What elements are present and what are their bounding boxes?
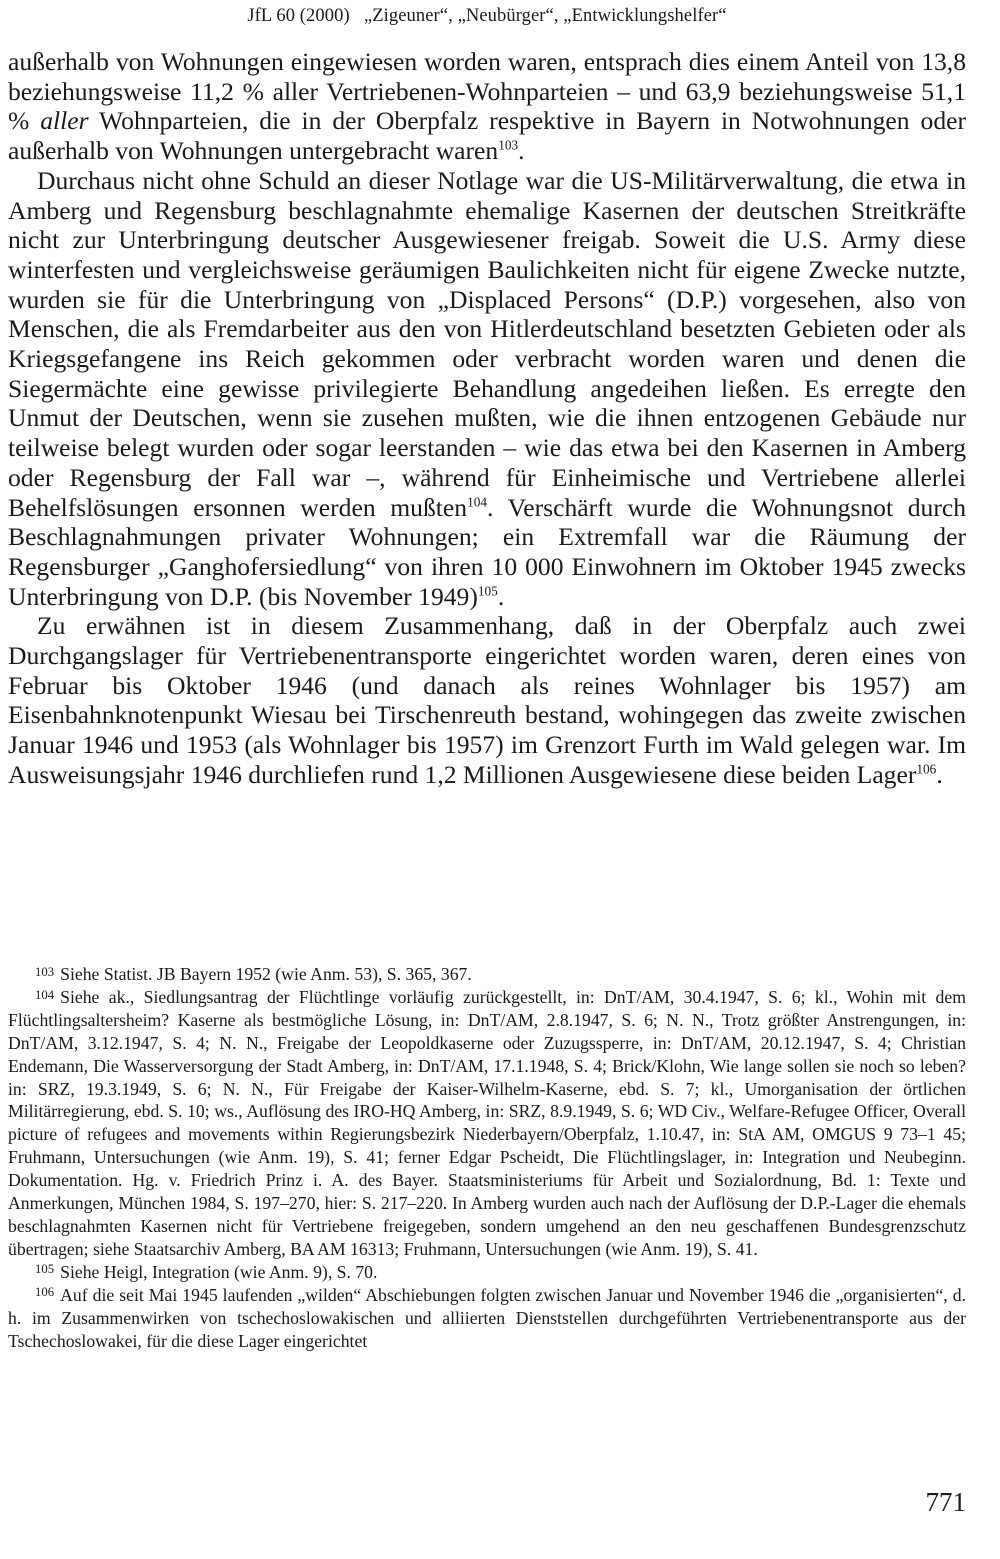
footnote-ref-106[interactable]: 106	[916, 761, 937, 777]
article-title: „Zigeuner“, „Neubürger“, „Entwicklungshelfer“	[363, 6, 727, 26]
main-text	[8, 47, 966, 790]
footnote-number: 105	[35, 1262, 55, 1277]
footnote-number: 103	[35, 964, 55, 979]
paragraph-3: Zu erwähnen ist in diesem Zusammenhang, daß in der Oberpfalz auch zwei Durchgangslager für Vertriebenentransporte eingerichtet worden waren, deren eines von Februar bis Oktober 1946 (und danach als reines Wohnlager bis 1957) am Eisenbahnknotenpunkt Wiesau bei Tirschenreuth bestand, wohingegen das zweite zwischen Januar 1946 und 1953 (als Wohnlager bis 1957) im Grenzort Furth im Wald gelegen war. Im Ausweisungsjahr 1946 durchliefen rund 1,2 Millionen Ausgewiesene diese beiden Lager$^{106}$.	[8, 611, 966, 789]
footnote-number: 104	[35, 987, 55, 1002]
footnote-ref-103[interactable]: 103	[498, 137, 519, 153]
paragraph-2: Durchaus nicht ohne Schuld an dieser Notlage war die US-Militärverwaltung, die etwa in Amberg und Regensburg beschlagnahmte ehemalige Kasernen der deutschen Streitkräfte nicht zur Unterbringung deutscher Ausgewiesener freigab. Soweit die U.S. Army diese winterfesten und vergleichsweise geräumigen Baulichkeiten nicht für eigene Zwecke nutzte, wurden sie für die Unterbringung von „Displaced Persons“ (D.P.) vorgesehen, also von Menschen, die als Fremdarbeiter aus den von Hitlerdeutschland besetzten Gebieten oder als Kriegsgefangene ins Reich gekommen oder verbracht worden waren und denen die Siegermächte eine gewisse privilegierte Behandlung angedeihen ließen. Es erregte den Unmut der Deutschen, wenn sie zusehen mußten, wie die ihnen entzogenen Gebäude nur teilweise belegt wurden oder sogar leerstanden – wie das etwa bei den Kasernen in Amberg oder Regensburg der Fall war –, während für Einheimische und Vertriebene allerlei Behelfslösungen ersonnen werden mußten$^{104}$. Verschärft wurde die Wohnungsnot durch Beschlagnahmungen privater Wohnungen; ein Extremfall war die Räumung der Regensburger „Ganghofersiedlung“ von ihren 10 000 Einwohnern im Oktober 1945 zwecks Unterbringung von D.P. (bis November 1949)$^{105}$.	[8, 165, 966, 611]
footnote-text: Siehe Statist. JB Bayern 1952 (wie Anm. 53), S. 365, 367.	[60, 964, 472, 984]
footnote-106	[8, 1284, 966, 1353]
footnote-text: Siehe Heigl, Integration (wie Anm. 9), S. 70.	[60, 1261, 378, 1282]
footnote-103	[8, 963, 966, 986]
footnote-105	[8, 1261, 966, 1284]
footnote-number: 106	[35, 1285, 55, 1300]
page-number: 771	[925, 1487, 966, 1517]
footnote-ref-105[interactable]: 105	[477, 583, 498, 599]
footnote-text: Siehe ak., Siedlungsantrag der Flüchtlinge vorläufig zurückgestellt, in: DnT/AM, 30.4.1947, S. 6; kl., Wohin mit dem Flüchtlingsaltersheim? Kaserne als bestmögliche Lösung, in: DnT/AM, 2.8.1947, S. 6; N. N., Trotz größter Anstrengungen, in: DnT/AM, 3.12.1947, S. 4; N. N., Freigabe der Leopoldkaserne oder Zuzugssperre, in: DnT/AM, 20.12.1947, S. 4; Christian Endemann, Die Wasserversorgung der Stadt Amberg, in: DnT/AM, 17.1.1948, S. 4; Brick/Klohn, Wie lange sollen sie noch so leben? in: SRZ, 19.3.1949, S. 6; N. N., Für Freigabe der Kaiser-Wilhelm-Kaserne, ebd. S. 7; kl., Umorganisation der örtlichen Militärregierung, ebd. S. 10; ws., Auflösung des IRO-HQ Amberg, in: SRZ, 8.9.1949, S. 6; WD Civ., Welfare-Refugee Officer, Overall picture of refugees and movements within Regierungsbezirk Niederbayern/Oberpfalz, 1.10.47, in: StA AM, OMGUS 9 73–1 45; Fruhmann, Untersuchungen (wie Anm. 19), S. 41; ferner Edgar Pscheidt, Die Flüchtlingslager, in: Integration und Neubeginn. Dokumentation. Hg. v. Friedrich Prinz i. A. des Bayer. Staatsministeriums für Arbeit und Sozialordnung, Bd. 1: Texte und Anmerkungen, München 1984, S. 197–270, hier: S. 217–220. In Amberg wurden auch nach der Auflösung der D.P.-Lager die ehemals beschlagnahmten Kasernen nicht für Vertriebene freigegeben, sondern umgehend an den neu geschaffenen Bundesgrenzschutz übertragen; siehe Staatsarchiv Amberg, BA AM 16313; Fruhmann, Untersuchungen (wie Anm. 19), S. 41.	[8, 986, 966, 1259]
document-page	[8, 0, 966, 1559]
footnotes	[8, 963, 966, 1352]
running-header	[8, 6, 966, 27]
footnote-ref-104[interactable]: 104	[467, 493, 488, 509]
paragraph-1: außerhalb von Wohnungen eingewiesen worden waren, entsprach dies einem Anteil von 13,8 beziehungsweise 11,2 % aller Vertriebenen-Wohnparteien – und 63,9 beziehungsweise 51,1 % aller Wohnparteien, die in der Oberpfalz respektive in Bayern in Notwohnungen oder außerhalb von Wohnungen untergebracht waren$^{103}$.	[8, 47, 966, 166]
footnote-text: Auf die seit Mai 1945 laufenden „wilden“ Abschiebungen folgten zwischen Januar und November 1946 die „organisierten“, d. h. im Zusammenwirken von tschechoslowakischen und alliierten Dienststellen durchgeführten Vertriebenentransporte aus der Tschechoslowakei, für die diese Lager eingerichtet	[8, 1284, 966, 1351]
journal-reference: JfL 60 (2000)	[247, 6, 350, 26]
emphasis-aller: aller	[40, 106, 89, 136]
footnote-104	[8, 986, 966, 1261]
